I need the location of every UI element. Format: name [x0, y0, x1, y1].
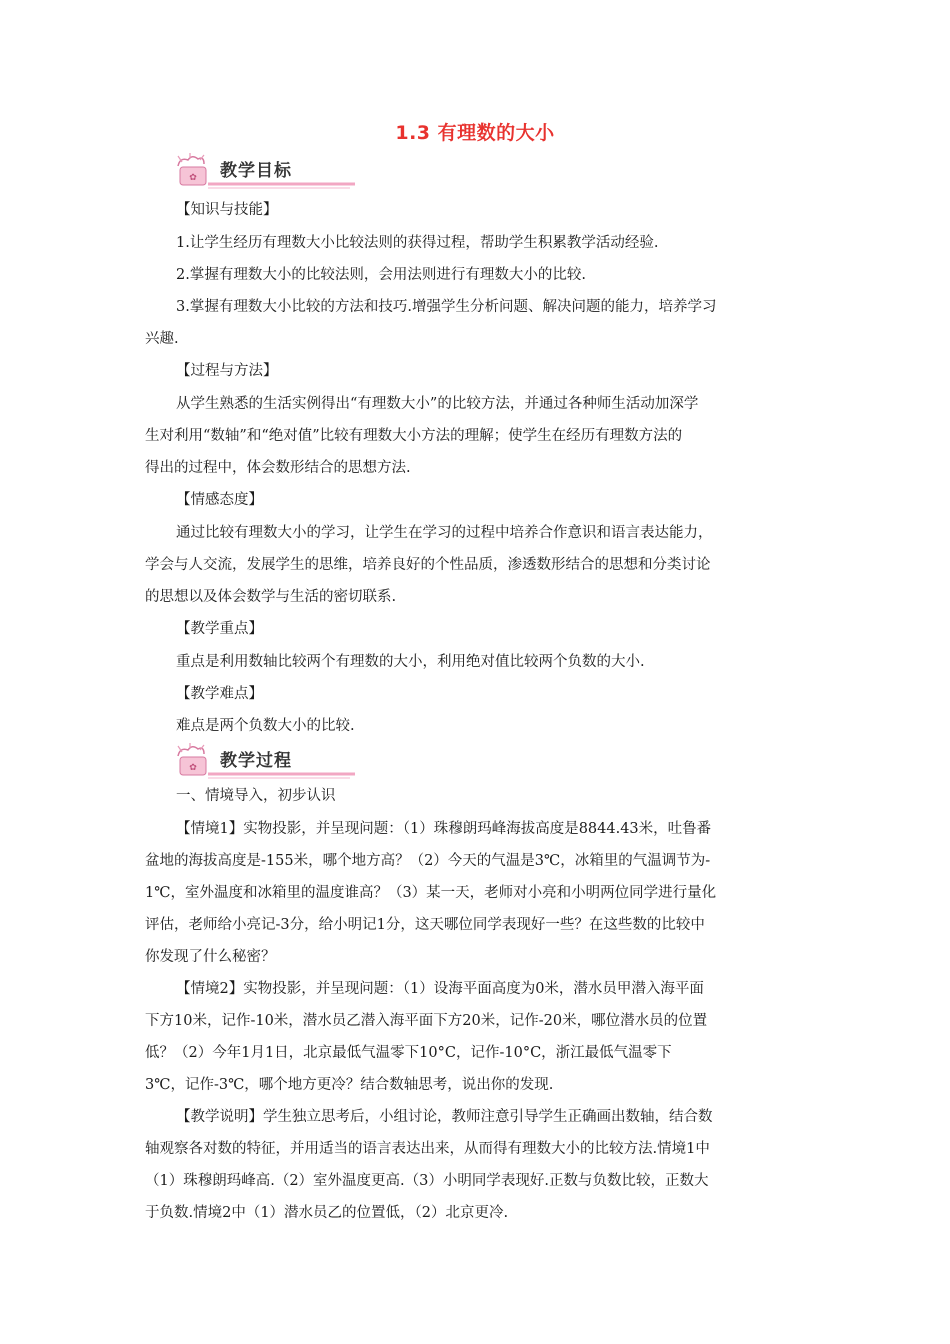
svg-text:✿: ✿ — [189, 763, 197, 773]
text-line: 3.掌握有理数大小比较的方法和技巧.增强学生分析问题、解决问题的能力，培养学习 — [176, 299, 717, 315]
text-line: 【情境2】实物投影，并呈现问题：（1）设海平面高度为0米，潜水员甲潜入海平面 — [176, 981, 704, 997]
text-line: 通过比较有理数大小的学习，让学生在学习的过程中培养合作意识和语言表达能力， — [176, 525, 713, 541]
text-line: 评估，老师给小亮记-3分，给小明记1分，这天哪位同学表现好一些？在这些数的比较中 — [145, 917, 705, 933]
text-line: 一、情境导入，初步认识 — [176, 788, 336, 804]
text-line: 下方10米，记作-10米，潜水员乙潜入海平面下方20米，记作-20米，哪位潜水员的位置 — [145, 1013, 708, 1029]
text-line: 学会与人交流，发展学生的思维，培养良好的个性品质，渗透数形结合的思想和分类讨论 — [145, 557, 711, 573]
text-line: 1℃，室外温度和冰箱里的温度谁高？（3）某一天，老师对小亮和小明两位同学进行量化 — [145, 885, 717, 901]
text-line: 生对利用“数轴”和“绝对值”比较有理数大小方法的理解；使学生在经历有理数方法的 — [145, 428, 683, 444]
text-line: 【教学难点】 — [176, 686, 263, 702]
text-line: 1.让学生经历有理数大小比较法则的获得过程，帮助学生积累教学活动经验. — [176, 235, 659, 251]
text-line: 难点是两个负数大小的比较. — [176, 718, 355, 734]
text-line: 从学生熟悉的生活实例得出“有理数大小”的比较方法，并通过各种师生活动加深学 — [176, 396, 699, 412]
text-line: 【知识与技能】 — [176, 202, 278, 218]
text-line: 轴观察各对数的特征，并用适当的语言表达出来，从而得有理数大小的比较方法.情境1中 — [145, 1141, 710, 1157]
text-line: 2.掌握有理数大小的比较法则，会用法则进行有理数大小的比较. — [176, 267, 586, 283]
text-line: 【教学重点】 — [176, 621, 263, 637]
text-line: 低？（2）今年1月1日，北京最低气温零下10°C，记作-10°C，浙江最低气温零下 — [145, 1045, 672, 1061]
text-line: 3℃，记作-3℃，哪个地方更冷？结合数轴思考，说出你的发现. — [145, 1077, 554, 1093]
text-line: 重点是利用数轴比较两个有理数的大小，利用绝对值比较两个负数的大小. — [176, 654, 645, 670]
text-line: 兴趣. — [145, 331, 179, 347]
text-line: 于负数.情境2中（1）潜水员乙的位置低，（2）北京更冷. — [145, 1205, 509, 1221]
section-title: 教学目标 — [220, 161, 292, 181]
text-line: 【教学说明】学生独立思考后，小组讨论，教师注意引导学生正确画出数轴，结合数 — [176, 1109, 713, 1125]
svg-text:✿: ✿ — [189, 173, 197, 183]
text-line: 你发现了什么秘密？ — [145, 949, 276, 965]
section-header-objectives — [170, 152, 360, 192]
text-line: 盆地的海拔高度是-155米，哪个地方高？（2）今天的气温是3℃，冰箱里的气温调节为- — [145, 853, 711, 869]
section-title: 教学过程 — [220, 751, 292, 771]
text-line: 的思想以及体会数学与生活的密切联系. — [145, 589, 397, 605]
page-title: 1.3 有理数的大小 — [395, 122, 555, 144]
text-line: （1）珠穆朗玛峰高.（2）室外温度更高.（3）小明同学表现好.正数与负数比较，正数大 — [145, 1173, 709, 1189]
text-line: 得出的过程中，体会数形结合的思想方法. — [145, 460, 411, 476]
text-line: 【情感态度】 — [176, 492, 263, 508]
text-line: 【情境1】实物投影，并呈现问题：（1）珠穆朗玛峰海拔高度是8844.43米，吐鲁番 — [176, 821, 712, 837]
text-line: 【过程与方法】 — [176, 363, 278, 379]
section-header-process — [170, 742, 360, 782]
